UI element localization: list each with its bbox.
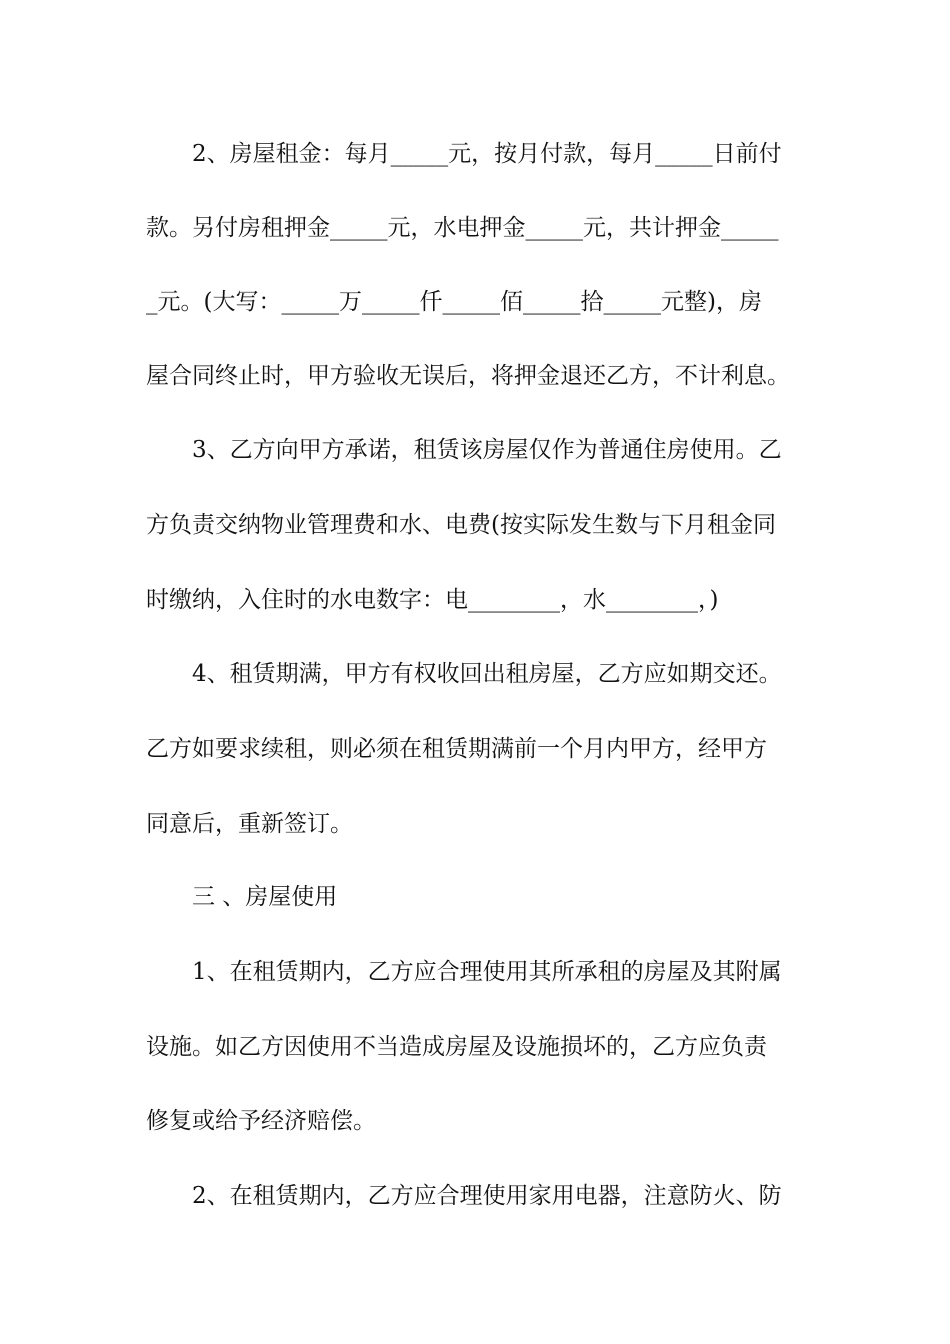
- meter-readings-line: 时缴纳，入住时的水电数字：电________，水________，): [146, 587, 719, 613]
- rent-clause-line: 2、房屋租金：每月_____元，按月付款，每月_____日前付: [192, 141, 782, 167]
- deposit-amount-line: _元。(大写：_____万_____仟_____佰_____拾_____元整)，房: [146, 289, 762, 315]
- renewal-agreement-line: 同意后，重新签订。: [146, 811, 353, 837]
- lease-expiry-line: 4、租赁期满，甲方有权收回出租房屋，乙方应如期交还。: [192, 661, 782, 687]
- section-heading: 三 、房屋使用: [192, 884, 338, 910]
- damage-line: 设施。如乙方因使用不当造成房屋及设施损坏的，乙方应负责: [146, 1034, 767, 1060]
- deposit-refund-line: 屋合同终止时，甲方验收无误后，将押金退还乙方，不计利息。: [146, 363, 790, 389]
- house-use-line: 1、在租赁期内，乙方应合理使用其所承租的房屋及其附属: [192, 959, 782, 985]
- renewal-line: 乙方如要求续租，则必须在租赁期满前一个月内甲方，经甲方: [146, 736, 767, 762]
- deposit-line: 款。另付房租押金_____元，水电押金_____元，共计押金_____: [146, 215, 779, 241]
- appliance-use-line: 2、在租赁期内，乙方应合理使用家用电器，注意防火、防: [192, 1183, 782, 1209]
- compensation-line: 修复或给予经济赔偿。: [146, 1108, 376, 1134]
- usage-promise-line: 3、乙方向甲方承诺，租赁该房屋仅作为普通住房使用。乙: [192, 437, 782, 463]
- fees-line: 方负责交纳物业管理费和水、电费(按实际发生数与下月租金同: [146, 512, 776, 538]
